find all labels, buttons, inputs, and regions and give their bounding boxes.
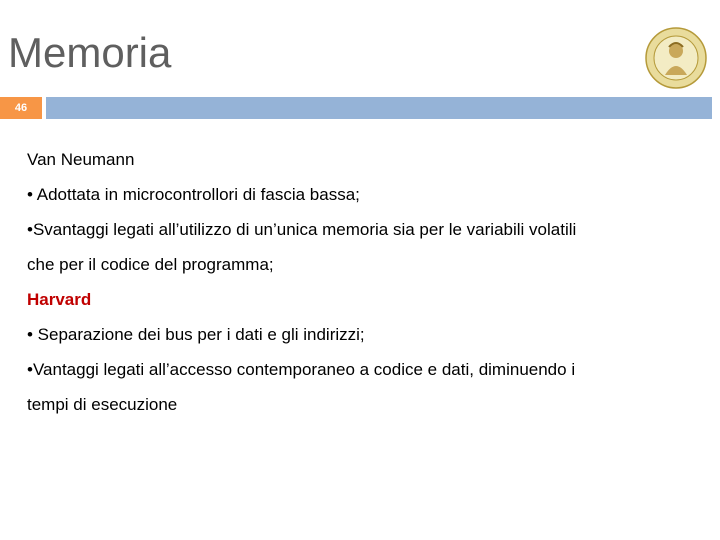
bullet-item: •Vantaggi legati all’accesso contemporaneo a codice e dati, diminuendo i — [27, 360, 576, 379]
bullet-item: •Svantaggi legati all’utilizzo di un’unica memoria sia per le variabili volatili — [27, 220, 577, 239]
section-heading-von-neumann: Van Neumann — [27, 150, 135, 169]
university-seal-logo — [645, 27, 707, 89]
bullet-item: • Adottata in microcontrollori di fascia bassa; — [27, 185, 360, 204]
header-bar — [46, 97, 712, 119]
bullet-item-continuation: tempi di esecuzione — [27, 395, 178, 414]
slide-title: Memoria — [8, 29, 172, 76]
page-number-box: 46 — [0, 97, 42, 119]
section-heading-harvard: Harvard — [27, 290, 92, 309]
slide-content — [27, 148, 707, 428]
bullet-item: • Separazione dei bus per i dati e gli indirizzi; — [27, 325, 365, 344]
bullet-item-continuation: che per il codice del programma; — [27, 255, 274, 274]
